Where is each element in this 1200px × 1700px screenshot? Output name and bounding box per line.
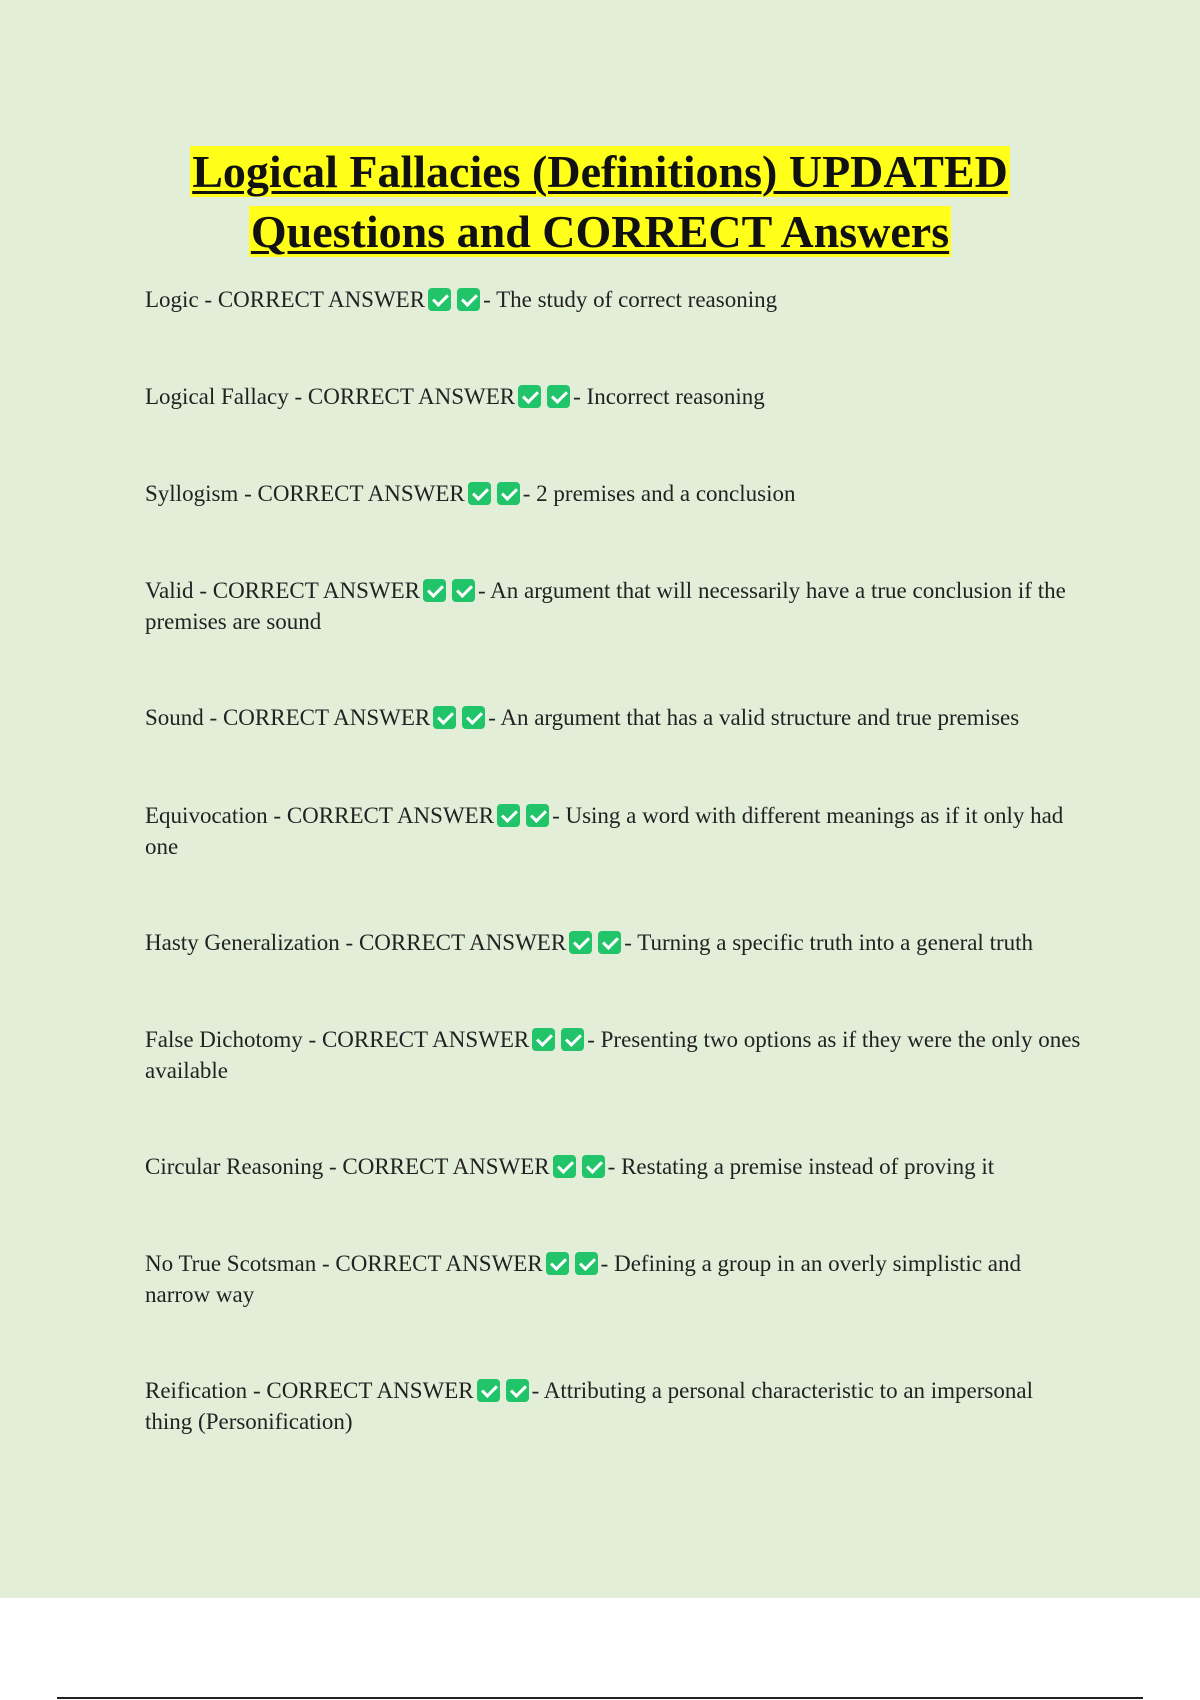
answer-marker: CORRECT ANSWER: [342, 1154, 550, 1179]
qa-item: Sound - CORRECT ANSWER - An argument that has a valid structure and true premises: [145, 705, 1020, 730]
term: False Dichotomy: [145, 1027, 303, 1052]
checkmark-icon: [477, 1379, 500, 1402]
definition: 2 premises and a conclusion: [536, 481, 796, 506]
answer-marker: CORRECT ANSWER: [266, 1378, 474, 1403]
checkmark-icon: [561, 1028, 584, 1051]
footer-divider: [57, 1697, 1143, 1699]
qa-item: False Dichotomy - CORRECT ANSWER - Presenting two options as if they were the only ones available: [145, 1027, 1081, 1083]
term: Valid: [145, 578, 194, 603]
checkmark-icon: [598, 931, 621, 954]
checkmark-icon: [423, 579, 446, 602]
term: Equivocation: [145, 803, 268, 828]
term: Logical Fallacy: [145, 384, 289, 409]
checkmark-icon: [547, 385, 570, 408]
qa-item: Logic - CORRECT ANSWER - The study of correct reasoning: [145, 287, 778, 312]
term: Syllogism: [145, 481, 239, 506]
definition: An argument that will necessarily have a true conclusion if the premises are sound: [145, 578, 1066, 634]
qa-item: Syllogism - CORRECT ANSWER - 2 premises and a conclusion: [145, 481, 796, 506]
answer-marker: CORRECT ANSWER: [257, 481, 465, 506]
checkmark-icon: [468, 482, 491, 505]
definition: Presenting two options as if they were the only ones available: [145, 1027, 1081, 1083]
checkmark-icon: [546, 1252, 569, 1275]
term: Logic: [145, 287, 199, 312]
qa-item: Circular Reasoning - CORRECT ANSWER - Restating a premise instead of proving it: [145, 1154, 995, 1179]
checkmark-icon: [575, 1252, 598, 1275]
qa-item: Equivocation - CORRECT ANSWER - Using a word with different meanings as if it only had one: [145, 803, 1064, 859]
answer-marker: CORRECT ANSWER: [212, 578, 420, 603]
title-line-1: Logical Fallacies (Definitions) UPDATED: [192, 146, 1008, 197]
checkmark-icon: [457, 288, 480, 311]
answer-marker: CORRECT ANSWER: [335, 1251, 543, 1276]
term: Reification: [145, 1378, 248, 1403]
definition: Restating a premise instead of proving it: [621, 1154, 995, 1179]
document-title: [100, 142, 1100, 262]
checkmark-icon: [506, 1379, 529, 1402]
checkmark-icon: [433, 706, 456, 729]
term: Hasty Generalization: [145, 930, 340, 955]
checkmark-icon: [553, 1155, 576, 1178]
definition: Defining a group in an overly simplistic and narrow way: [145, 1251, 1021, 1307]
checkmark-icon: [452, 579, 475, 602]
term: Sound: [145, 705, 204, 730]
checkmark-icon: [526, 804, 549, 827]
checkmark-icon: [532, 1028, 555, 1051]
qa-item: Logical Fallacy - CORRECT ANSWER - Incorrect reasoning: [145, 384, 765, 409]
checkmark-icon: [428, 288, 451, 311]
qa-item: Valid - CORRECT ANSWER - An argument that will necessarily have a true conclusion if the premises are sound: [145, 578, 1066, 634]
qa-item: Hasty Generalization - CORRECT ANSWER - Turning a specific truth into a general truth: [145, 930, 1034, 955]
answer-marker: CORRECT ANSWER: [217, 287, 426, 312]
answer-marker: CORRECT ANSWER: [358, 930, 567, 955]
answer-marker: CORRECT ANSWER: [286, 803, 495, 828]
checkmark-icon: [569, 931, 592, 954]
checkmark-icon: [497, 482, 520, 505]
answer-marker: CORRECT ANSWER: [321, 1027, 530, 1052]
answer-marker: CORRECT ANSWER: [307, 384, 516, 409]
qa-item: Reification - CORRECT ANSWER - Attributing a personal characteristic to an impersonal thing (Personification): [145, 1378, 1033, 1434]
qa-item: No True Scotsman - CORRECT ANSWER - Defining a group in an overly simplistic and narrow way: [145, 1251, 1021, 1307]
term: No True Scotsman: [145, 1251, 317, 1276]
definition: Incorrect reasoning: [586, 384, 765, 409]
definition: Turning a specific truth into a general truth: [637, 930, 1034, 955]
answer-marker: CORRECT ANSWER: [222, 705, 431, 730]
definition: An argument that has a valid structure and true premises: [500, 705, 1020, 730]
definition: Attributing a personal characteristic to an impersonal thing (Personification): [145, 1378, 1033, 1434]
checkmark-icon: [497, 804, 520, 827]
term: Circular Reasoning: [145, 1154, 324, 1179]
definition: The study of correct reasoning: [496, 287, 778, 312]
definition: Using a word with different meanings as if it only had one: [145, 803, 1064, 859]
checkmark-icon: [462, 706, 485, 729]
checkmark-icon: [518, 385, 541, 408]
checkmark-icon: [582, 1155, 605, 1178]
title-line-2: Questions and CORRECT Answers: [250, 206, 950, 257]
